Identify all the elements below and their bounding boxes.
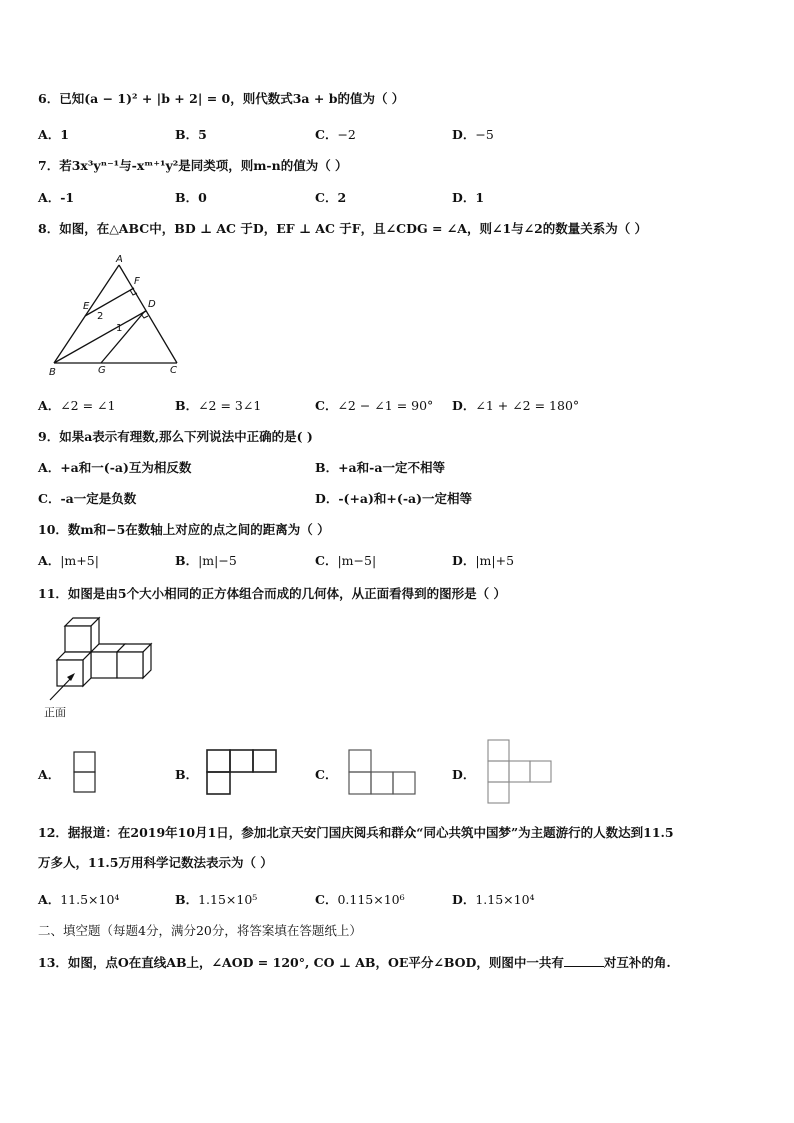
q11-cube-figure	[40, 612, 165, 722]
cube-mid-front	[91, 652, 117, 678]
q10-option-a: A．|m+5|	[38, 553, 99, 568]
q11-stem: 11．如图是由5个大小相同的正方体组合而成的几何体，从正面看得到的图形是（ ）	[38, 586, 506, 601]
section-heading-fill-in: 二、填空题（每题4分，满分20分，将答案填在答题纸上）	[38, 923, 362, 938]
q7-stem: 7．若3x³yⁿ⁻¹与-xᵐ⁺¹y²是同类项，则m-n的值为（ ）	[38, 158, 348, 173]
cube-top-front	[65, 626, 91, 652]
q6-stem: 6．已知(a − 1)² + |b + 2| = 0，则代数式3a + b的值为（ ）	[38, 91, 405, 106]
q8-stem: 8．如图，在△ABC中，BD ⊥ AC 于D，EF ⊥ AC 于F，且∠CDG = ∠A，则∠1与∠2的数量关系为（ ）	[38, 221, 648, 236]
q13-text-before: 13．如图，点O在直线AB上，∠AOD = 120°, CO ⊥ AB，OE平分∠BOD，则图中一共有	[38, 955, 564, 970]
q12-option-c: C．0.115×10⁶	[315, 892, 405, 907]
q11-option-c-figure	[347, 748, 417, 796]
angle-label-2: 2	[97, 311, 104, 322]
q10-option-c: C．|m−5|	[315, 553, 377, 568]
q7-option-c: C．2	[315, 190, 347, 205]
segment-gd	[101, 311, 145, 363]
q13-answer-blank[interactable]	[564, 954, 604, 967]
q10-stem: 10．数m和−5在数轴上对应的点之间的距离为（ ）	[38, 522, 330, 537]
q12-stem-line2: 万多人，11.5万用科学记数法表示为（ ）	[38, 855, 273, 870]
side-ab	[54, 265, 119, 363]
q11-option-c-label: C．	[315, 767, 338, 782]
cube-right-front	[117, 652, 143, 678]
q13-text-after: 对互补的角.	[603, 955, 671, 970]
q12-option-d: D．1.15×10⁴	[452, 892, 535, 907]
q12-option-a: A．11.5×10⁴	[38, 892, 120, 907]
label-f: F	[134, 276, 140, 287]
q10-option-b: B．|m|−5	[175, 553, 237, 568]
q8-option-b: B．∠2 = 3∠1	[175, 398, 262, 413]
q7-option-b: B．0	[175, 190, 207, 205]
q8-option-d: D．∠1 + ∠2 = 180°	[452, 398, 580, 413]
q11-option-a-figure	[72, 750, 98, 795]
q9-stem: 9．如果a表示有理数,那么下列说法中正确的是( )	[38, 429, 313, 444]
q11-option-a-label: A．	[38, 767, 61, 782]
q7-option-a: A．-1	[38, 190, 75, 205]
q6-option-c: C．−2	[315, 127, 356, 142]
q6-option-b: B．5	[175, 127, 207, 142]
label-c: C	[170, 365, 177, 376]
q8-option-a: A．∠2 = ∠1	[38, 398, 116, 413]
q6-option-d: D．−5	[452, 127, 494, 142]
q9-option-a: A．+a和一(-a)互为相反数	[38, 460, 192, 475]
q6-option-a: A．1	[38, 127, 69, 142]
q7-option-d: D．1	[452, 190, 485, 205]
q8-option-c: C．∠2 − ∠1 = 90°	[315, 398, 434, 413]
q10-option-d: D．|m|+5	[452, 553, 515, 568]
side-ac	[119, 265, 177, 363]
q11-option-d-label: D．	[452, 767, 476, 782]
front-label: 正面	[44, 706, 66, 719]
q12-option-b: B．1.15×10⁵	[175, 892, 258, 907]
label-g: G	[98, 365, 106, 376]
q9-option-c: C．-a一定是负数	[38, 491, 137, 506]
label-d: D	[148, 299, 156, 310]
q11-option-b-figure	[205, 748, 280, 798]
q9-option-d: D．-(+a)和+(-a)一定相等	[315, 491, 473, 506]
cube-front-front	[57, 660, 83, 686]
right-angle-mark-d	[141, 314, 148, 318]
q11-option-d-figure	[486, 738, 556, 808]
segment-ef	[85, 288, 134, 316]
q11-option-b-label: B．	[175, 767, 199, 782]
label-a: A	[116, 254, 123, 265]
q13-stem	[38, 953, 671, 971]
label-e: E	[83, 301, 90, 312]
q8-triangle-figure	[44, 252, 189, 378]
angle-label-1: 1	[116, 323, 123, 334]
q12-stem-line1: 12．据报道：在2019年10月1日，参加北京天安门国庆阅兵和群众“同心共筑中国梦”为主题游行的人数达到11.5	[38, 825, 674, 840]
q9-option-b: B．+a和-a一定不相等	[315, 460, 445, 475]
label-b: B	[49, 367, 56, 378]
